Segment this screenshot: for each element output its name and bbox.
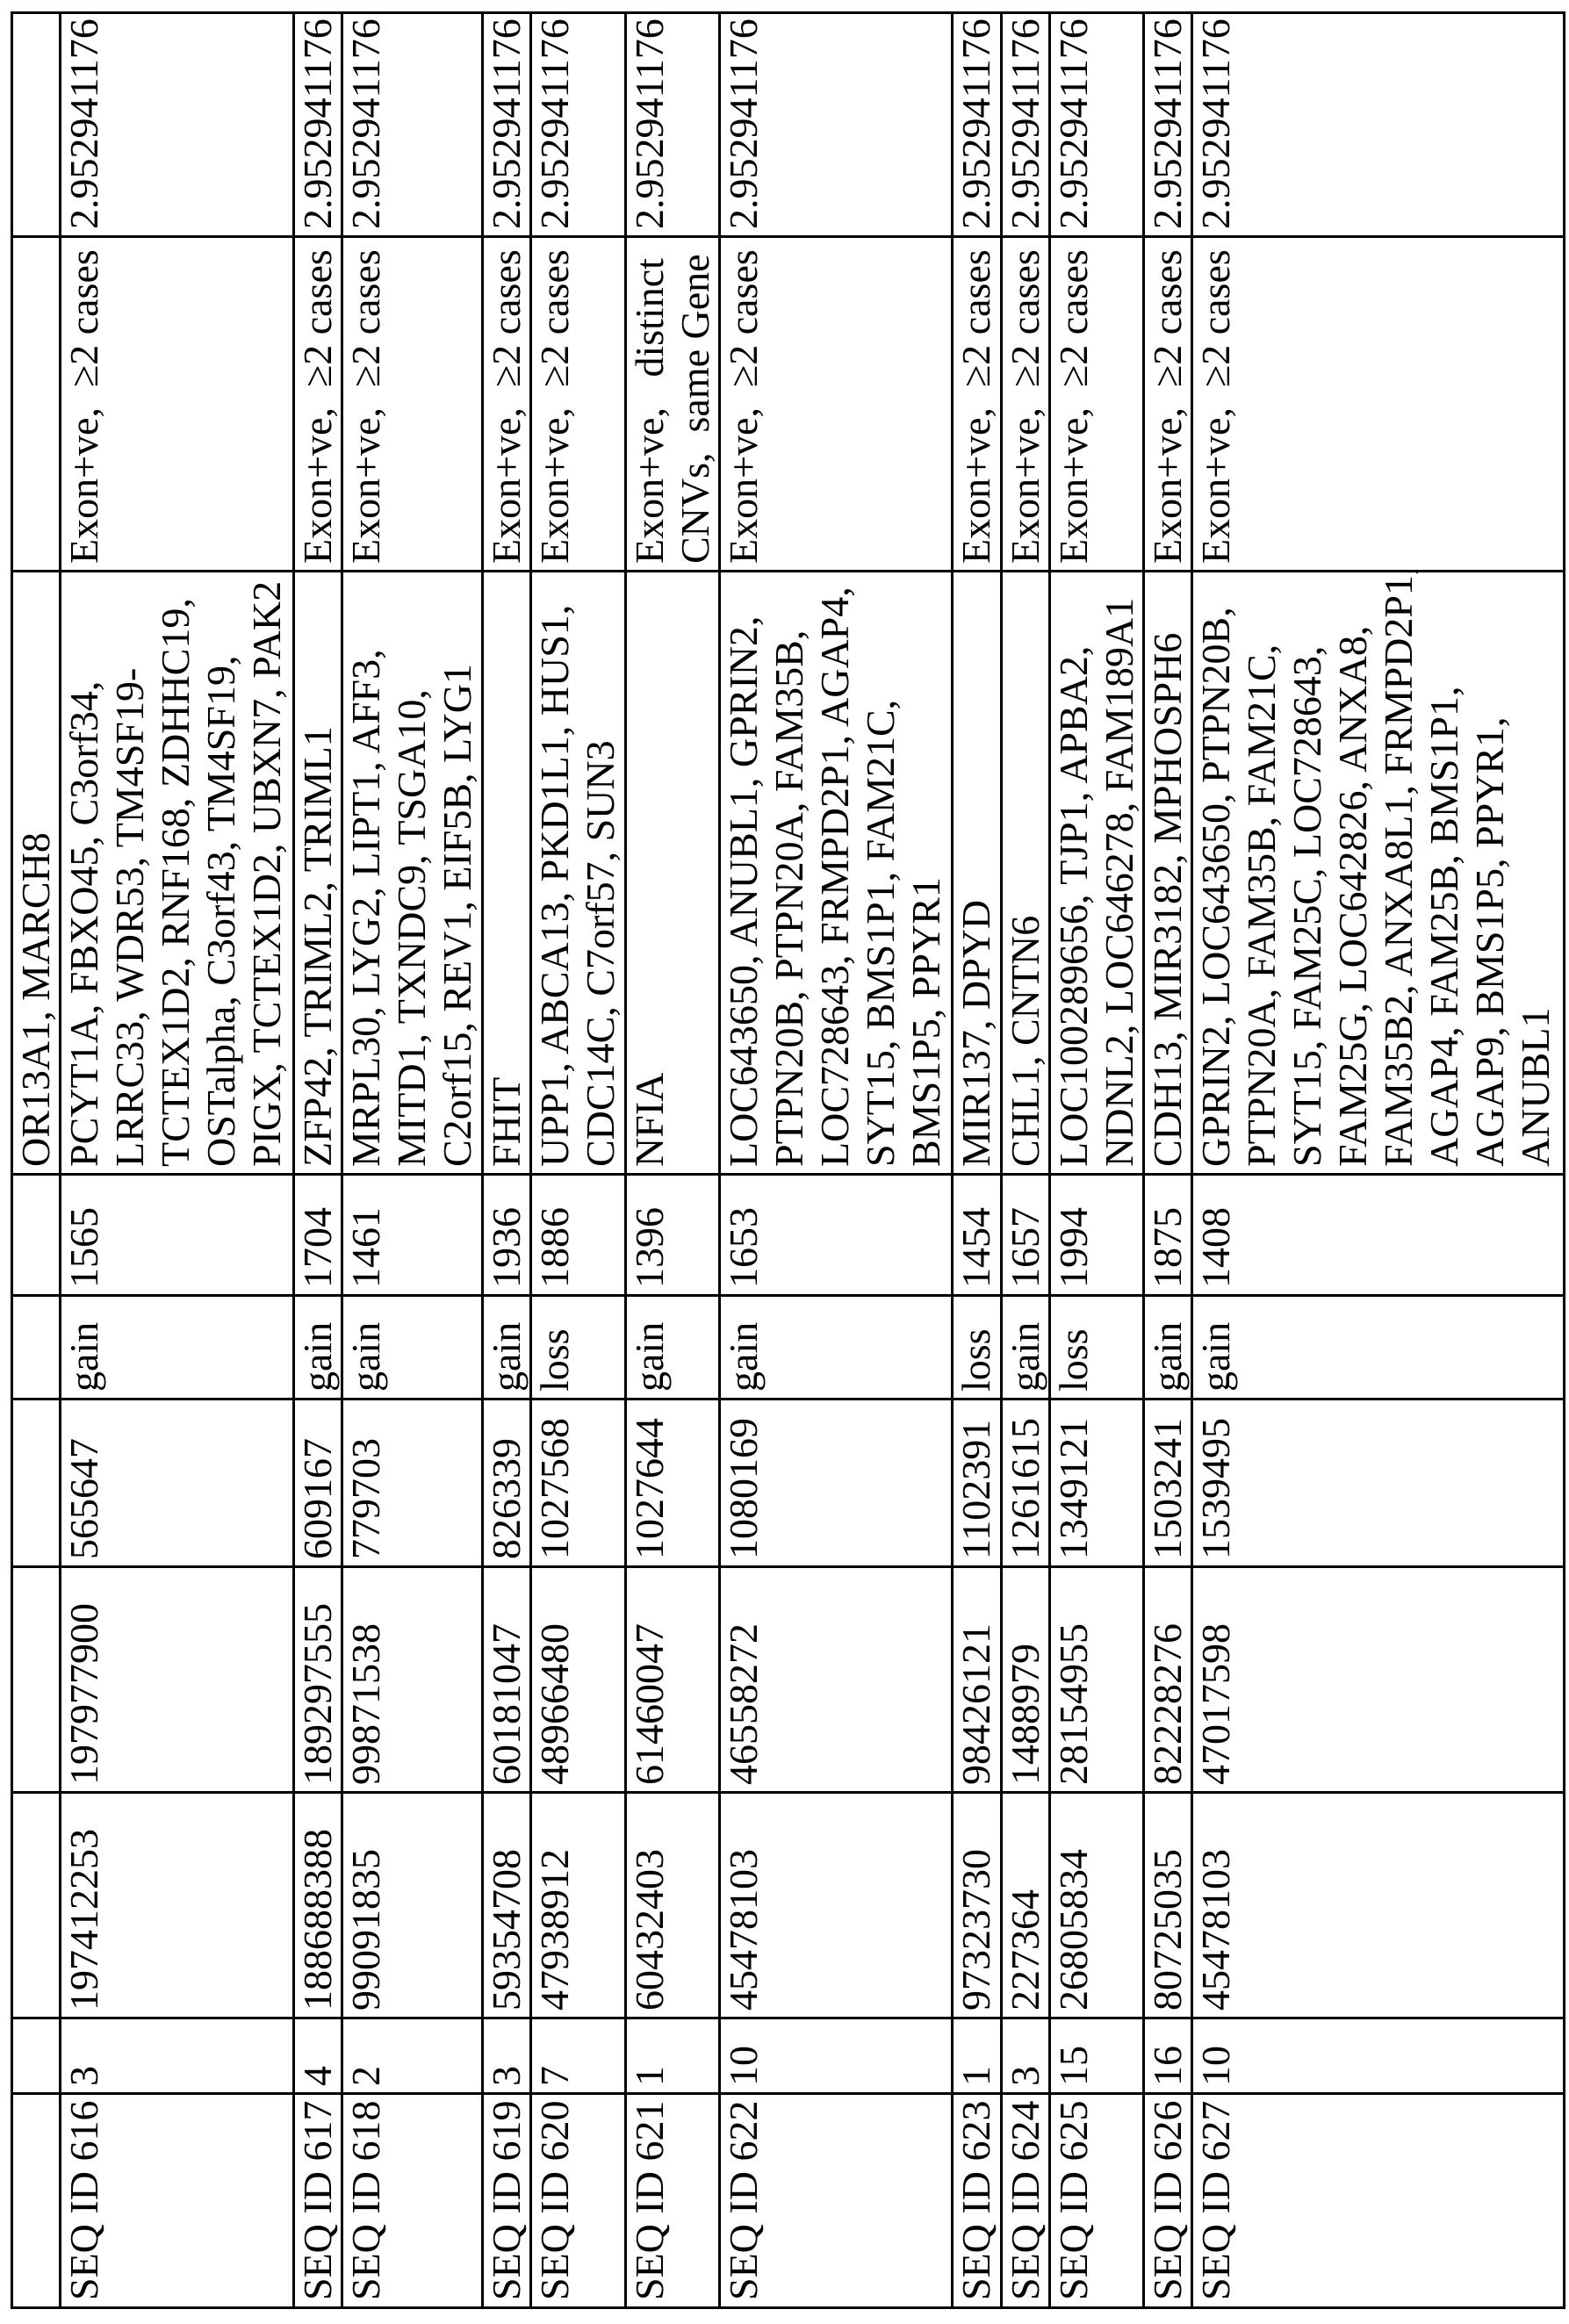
type-cell: gain (1002, 1296, 1050, 1399)
count-cell: 1657 (1002, 1175, 1050, 1296)
genes-cell: CHL1, CNTN6 (1002, 572, 1050, 1175)
start-cell: 97323730 (953, 1793, 1002, 2018)
start-cell: 26805834 (1050, 1793, 1144, 2018)
score-cell: 2.952941176 (720, 13, 953, 237)
type-cell: gain (626, 1296, 720, 1399)
category-cell: Exon+ve, distinct CNVs, same Gene (626, 237, 720, 572)
genes-cell: UPP1, ABCA13, PKD1L1, HUS1, CDC14C, C7orf57, SUN3 (531, 572, 626, 1175)
end-cell: 28154955 (1050, 1567, 1144, 1793)
chr-cell: 3 (483, 2018, 531, 2094)
rotated-table-page (11, 14, 1561, 2309)
table-row (720, 13, 953, 2308)
chr-cell: 10 (720, 2018, 953, 2094)
table-row (626, 13, 720, 2308)
seq-id-cell: SEQ ID 625 (1050, 2094, 1144, 2308)
start-cell: 60432403 (626, 1793, 720, 2018)
end-cell: 1488979 (1002, 1567, 1050, 1793)
count-cell: 1408 (1192, 1175, 1565, 1296)
count-cell: 1994 (1050, 1175, 1144, 1296)
genes-cell: CDH13, MIR3182, MPHOSPH6 (1144, 572, 1192, 1175)
size-cell: 1080169 (720, 1399, 953, 1567)
seq-id-cell: SEQ ID 616 (61, 2094, 294, 2308)
count-cell: 1704 (294, 1175, 342, 1296)
category-cell: Exon+ve, ≥2 cases (1192, 237, 1565, 572)
count-cell: 1653 (720, 1175, 953, 1296)
chr-cell: 1 (953, 2018, 1002, 2094)
start-cell: 47938912 (531, 1793, 626, 2018)
score-cell: 2.952941176 (531, 13, 626, 237)
table-row (1002, 13, 1050, 2308)
category-cell: Exon+ve, ≥2 cases (342, 237, 483, 572)
type-cell: gain (1144, 1296, 1192, 1399)
category-cell: Exon+ve, ≥2 cases (1002, 237, 1050, 572)
chr-cell: 3 (61, 2018, 294, 2094)
size-cell: 779703 (342, 1399, 483, 1567)
category-cell (12, 237, 61, 572)
chr-cell: 1 (626, 2018, 720, 2094)
size-cell: 1539495 (1192, 1399, 1565, 1567)
type-cell: gain (720, 1296, 953, 1399)
table-row (294, 13, 342, 2308)
seq-id-cell: SEQ ID 623 (953, 2094, 1002, 2308)
score-cell: 2.952941176 (342, 13, 483, 237)
genes-cell: LOC100289656, TJP1, APBA2, NDNL2, LOC646278, FAM189A1 (1050, 572, 1144, 1175)
type-cell: gain (483, 1296, 531, 1399)
end-cell (12, 1567, 61, 1793)
chr-cell: 7 (531, 2018, 626, 2094)
start-cell: 99091835 (342, 1793, 483, 2018)
table-row (483, 13, 531, 2308)
chr-cell: 4 (294, 2018, 342, 2094)
seq-id-cell (12, 2094, 61, 2308)
score-cell: 2.952941176 (1050, 13, 1144, 237)
category-cell: Exon+ve, ≥2 cases (61, 237, 294, 572)
seq-id-cell: SEQ ID 626 (1144, 2094, 1192, 2308)
count-cell: 1875 (1144, 1175, 1192, 1296)
size-cell: 1503241 (1144, 1399, 1192, 1567)
size-cell: 826339 (483, 1399, 531, 1567)
chr-cell: 15 (1050, 2018, 1144, 2094)
count-cell: 1565 (61, 1175, 294, 1296)
size-cell: 1102391 (953, 1399, 1002, 1567)
type-cell: gain (1192, 1296, 1565, 1399)
genes-cell: NFIA (626, 572, 720, 1175)
start-cell: 59354708 (483, 1793, 531, 2018)
count-cell: 1454 (953, 1175, 1002, 1296)
chr-cell: 3 (1002, 2018, 1050, 2094)
category-cell: Exon+ve, ≥2 cases (294, 237, 342, 572)
cnv-table (11, 11, 1565, 2309)
table-row (342, 13, 483, 2308)
start-cell: 45478103 (1192, 1793, 1565, 2018)
seq-id-cell: SEQ ID 627 (1192, 2094, 1565, 2308)
chr-cell: 2 (342, 2018, 483, 2094)
score-cell: 2.952941176 (294, 13, 342, 237)
category-cell: Exon+ve, ≥2 cases (483, 237, 531, 572)
type-cell: gain (342, 1296, 483, 1399)
genes-cell: GPRIN2, LOC643650, PTPN20B, PTPN20A, FAM35B, FAM21C, SYT15, FAM25C, LOC728643, FAM25G, LOC642826, ANXA8, FAM35B2, ANXA8L1, FRMPD2P1, AGAP4, FAM25B, BMS1P1, AGAP9, BMS1P5, PPYR1, ANUBL1 (1192, 572, 1565, 1175)
type-cell: loss (953, 1296, 1002, 1399)
size-cell: 1027568 (531, 1399, 626, 1567)
chr-cell: 16 (1144, 2018, 1192, 2094)
score-cell (12, 13, 61, 237)
continuation-row (12, 13, 61, 2308)
score-cell: 2.952941176 (1002, 13, 1050, 237)
type-cell: gain (61, 1296, 294, 1399)
seq-id-cell: SEQ ID 621 (626, 2094, 720, 2308)
count-cell: 1461 (342, 1175, 483, 1296)
count-cell: 1396 (626, 1175, 720, 1296)
start-cell: 80725035 (1144, 1793, 1192, 2018)
end-cell: 60181047 (483, 1567, 531, 1793)
score-cell: 2.952941176 (626, 13, 720, 237)
end-cell: 98426121 (953, 1567, 1002, 1793)
table-row (61, 13, 294, 2308)
category-cell: Exon+ve, ≥2 cases (531, 237, 626, 572)
seq-id-cell: SEQ ID 620 (531, 2094, 626, 2308)
count-cell (12, 1175, 61, 1296)
start-cell: 227364 (1002, 1793, 1050, 2018)
genes-cell: FHIT (483, 572, 531, 1175)
category-cell: Exon+ve, ≥2 cases (953, 237, 1002, 572)
type-cell: gain (294, 1296, 342, 1399)
table-row (1050, 13, 1144, 2308)
end-cell: 189297555 (294, 1567, 342, 1793)
seq-id-cell: SEQ ID 622 (720, 2094, 953, 2308)
count-cell: 1886 (531, 1175, 626, 1296)
end-cell: 48966480 (531, 1567, 626, 1793)
score-cell: 2.952941176 (483, 13, 531, 237)
category-cell: Exon+ve, ≥2 cases (1050, 237, 1144, 572)
size-cell: 1349121 (1050, 1399, 1144, 1567)
seq-id-cell: SEQ ID 619 (483, 2094, 531, 2308)
table-row (531, 13, 626, 2308)
table-row (953, 13, 1002, 2308)
size-cell (12, 1399, 61, 1567)
category-cell: Exon+ve, ≥2 cases (720, 237, 953, 572)
table-row (1192, 13, 1565, 2308)
score-cell: 2.952941176 (61, 13, 294, 237)
end-cell: 46558272 (720, 1567, 953, 1793)
size-cell: 565647 (61, 1399, 294, 1567)
genes-cell: LOC643650, ANUBL1, GPRIN2, PTPN20B, PTPN20A, FAM35B, LOC728643, FRMPD2P1, AGAP4, SYT15, BMS1P1, FAM21C, BMS1P5, PPYR1 (720, 572, 953, 1175)
genes-cell: MIR137, DPYD (953, 572, 1002, 1175)
type-cell: loss (1050, 1296, 1144, 1399)
size-cell: 1027644 (626, 1399, 720, 1567)
end-cell: 197977900 (61, 1567, 294, 1793)
end-cell: 99871538 (342, 1567, 483, 1793)
score-cell: 2.952941176 (1192, 13, 1565, 237)
end-cell: 47017598 (1192, 1567, 1565, 1793)
seq-id-cell: SEQ ID 617 (294, 2094, 342, 2308)
start-cell: 188688388 (294, 1793, 342, 2018)
end-cell: 61460047 (626, 1567, 720, 1793)
type-cell: loss (531, 1296, 626, 1399)
genes-cell: OR13A1, MARCH8 (12, 572, 61, 1175)
genes-cell: ZFP42, TRIML2, TRIML1 (294, 572, 342, 1175)
type-cell (12, 1296, 61, 1399)
category-cell: Exon+ve, ≥2 cases (1144, 237, 1192, 572)
score-cell: 2.952941176 (953, 13, 1002, 237)
end-cell: 82228276 (1144, 1567, 1192, 1793)
size-cell: 1261615 (1002, 1399, 1050, 1567)
seq-id-cell: SEQ ID 618 (342, 2094, 483, 2308)
start-cell: 45478103 (720, 1793, 953, 2018)
start-cell: 197412253 (61, 1793, 294, 2018)
table-row (1144, 13, 1192, 2308)
start-cell (12, 1793, 61, 2018)
chr-cell: 10 (1192, 2018, 1565, 2094)
seq-id-cell: SEQ ID 624 (1002, 2094, 1050, 2308)
score-cell: 2.952941176 (1144, 13, 1192, 237)
chr-cell (12, 2018, 61, 2094)
size-cell: 609167 (294, 1399, 342, 1567)
genes-cell: MRPL30, LYG2, LIPT1, AFF3, MITD1, TXNDC9, TSGA10, C2orf15, REV1, EIF5B, LYG1 (342, 572, 483, 1175)
genes-cell: PCYT1A, FBXO45, C3orf34, LRRC33, WDR53, TM4SF19- TCTEX1D2, RNF168, ZDHHC19, OSTalpha, C3orf43, TM4SF19, PIGX, TCTEX1D2, UBXN7, PAK2 (61, 572, 294, 1175)
count-cell: 1936 (483, 1175, 531, 1296)
